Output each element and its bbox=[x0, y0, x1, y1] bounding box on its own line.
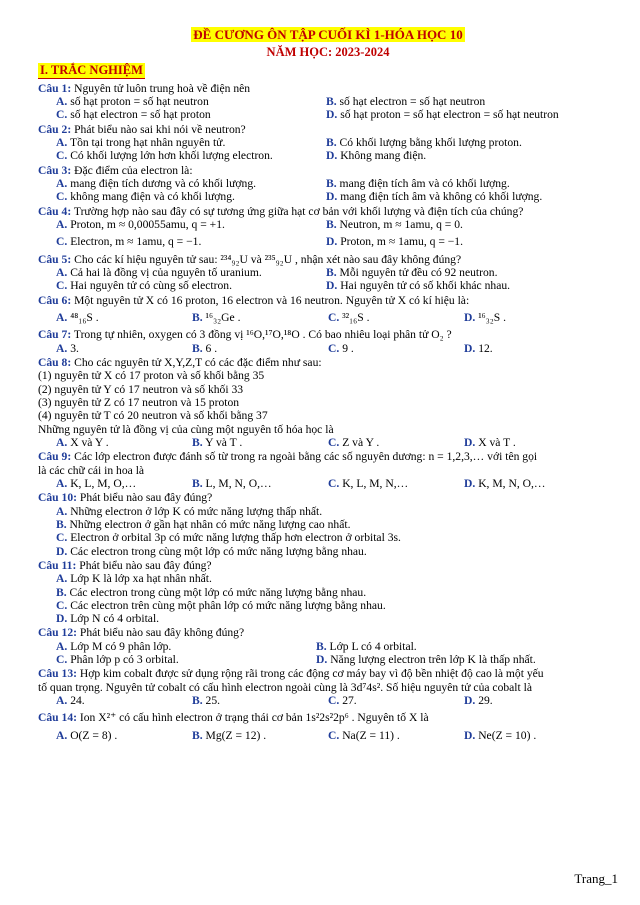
option-d: D. X và T . bbox=[464, 435, 516, 449]
question-2: Câu 2: Phát biểu nào sai khi nói về neutron? A. Tồn tại trong hạt nhân nguyên tử. B. Có khối lượng bằng khối lượng proton. C. Có khối lượng lớn hơn khối lượng electron. D. Không mang điện. bbox=[38, 122, 522, 163]
option-a: A. 3. bbox=[56, 341, 79, 355]
option-d: D. Không mang điện. bbox=[326, 149, 427, 163]
option-d: D. Các electron trong cùng một lớp có mức năng lượng bằng nhau. bbox=[56, 544, 367, 558]
option-b: B. số hạt electron = số hạt neutron bbox=[326, 95, 486, 109]
option-b: B. ¹⁶₃₂Ge . bbox=[192, 310, 241, 324]
question-13: Câu 13: Hợp kim cobalt được sử dụng rộng rãi trong các động cơ máy bay vì độ bền nhiệt độ cao là một yếu tố quan trọng. Nguyên tử cobalt có cấu hình electron ngoài cùng là 3d⁷4s². Số hiệu nguyên tử của cobalt là A. 24. B. 25. C. 27. D. 29. bbox=[38, 667, 544, 708]
option-d: D. ¹⁶₃₂S . bbox=[464, 310, 507, 324]
option-c: C. 9 . bbox=[328, 341, 354, 355]
option-a: A. Proton, m ≈ 0,00055amu, q = +1. bbox=[56, 217, 225, 231]
option-b: B. Y và T . bbox=[192, 435, 243, 449]
question-7: Câu 7: Trong tự nhiên, oxygen có 3 đồng vị ¹⁶O,¹⁷O,¹⁸O . Có bao nhiêu loại phân tử O₂ ? A. 3. B. 6 . C. 9 . D. 12. bbox=[38, 328, 493, 355]
option-b: B. mang điện tích âm và có khối lượng. bbox=[326, 176, 510, 190]
option-b: B. Có khối lượng bằng khối lượng proton. bbox=[326, 136, 522, 149]
option-b: B. Neutron, m ≈ 1amu, q = 0. bbox=[326, 217, 463, 231]
option-c: C. Z và Y . bbox=[328, 435, 380, 449]
option-a: A. Lớp K là lớp xa hạt nhân nhất. bbox=[56, 572, 212, 586]
question-5: Câu 5: Cho các kí hiệu nguyên tử sau: ²³⁴₉₂U và ²³⁵₉₂U , nhận xét nào sau đây không đúng? A. Cả hai là đồng vị của nguyên tố uranium. B. Mỗi nguyên tử đều có 92 neutron. C. Hai nguyên tử có cùng số electron. D. Hai nguyên tử có số khối khác nhau. bbox=[38, 252, 511, 293]
option-c: C. số hạt electron = số hạt proton bbox=[56, 108, 211, 122]
option-d: D. Proton, m ≈ 1amu, q = −1. bbox=[326, 235, 464, 249]
school-year: NĂM HỌC: 2023-2024 bbox=[266, 44, 390, 59]
question-12: Câu 12: Phát biểu nào sau đây không đúng? A. Lớp M có 9 phân lớp. B. Lớp L có 4 orbital. C. Phân lớp p có 3 orbital. D. Năng lượng electron trên lớp K là thấp nhất. bbox=[38, 626, 536, 667]
option-d: D. Lớp N có 4 orbital. bbox=[56, 612, 160, 626]
option-a: A. số hạt proton = số hạt neutron bbox=[56, 95, 209, 109]
option-d: D. Năng lượng electron trên lớp K là thấp nhất. bbox=[316, 653, 536, 667]
option-a: A. X và Y . bbox=[56, 435, 109, 449]
option-c: C. Phân lớp p có 3 orbital. bbox=[56, 653, 179, 667]
option-b: B. L, M, N, O,… bbox=[192, 476, 272, 490]
option-b: B. Những electron ở gần hạt nhân có mức năng lượng cao nhất. bbox=[56, 517, 351, 531]
question-9: Câu 9: Các lớp electron được đánh số từ trong ra ngoài bằng các số nguyên dương: n = 1,2,3,… với tên gọi là các chữ cái in hoa là A. K, L, M, O,… B. L, M, N, O,… C. K, L, M, N,… D. K, M, N, O,… bbox=[38, 450, 546, 490]
option-c: C. Có khối lượng lớn hơn khối lượng electron. bbox=[56, 149, 273, 163]
question-4: Câu 4: Trường hợp nào sau đây có sự tương ứng giữa hạt cơ bản với khối lượng và điện tích của chúng? A. Proton, m ≈ 0,00055amu, q = +1. B. Neutron, m ≈ 1amu, q = 0. C. Electron, m ≈ 1amu, q = −1. D. Proton, m ≈ 1amu, q = −1. bbox=[38, 204, 524, 249]
question-14: Câu 14: Ion X²⁺ có cấu hình electron ở trạng thái cơ bản 1s²2s²2p⁶ . Nguyên tố X là A. O(Z = 8) . B. Mg(Z = 12) . C. Na(Z = 11) . D. Ne(Z = 10) . bbox=[38, 711, 537, 742]
section-heading: I. TRẮC NGHIỆM bbox=[40, 63, 143, 78]
question-3: Câu 3: Đặc điểm của electron là: A. mang điện tích dương và có khối lượng. B. mang điện tích âm và có khối lượng. C. không mang điện và có khối lượng. D. mang điện tích âm và không có khối lượng. bbox=[38, 163, 543, 204]
option-b: B. Mỗi nguyên tử đều có 92 neutron. bbox=[326, 265, 498, 279]
option-d: D. 12. bbox=[464, 341, 493, 355]
document-page bbox=[38, 28, 618, 742]
option-d: D. Hai nguyên tử có số khối khác nhau. bbox=[326, 279, 511, 293]
option-d: D. 29. bbox=[464, 694, 493, 708]
option-c: C. không mang điện và có khối lượng. bbox=[56, 190, 235, 204]
option-a: A. K, L, M, O,… bbox=[56, 476, 137, 490]
option-c: C. Các electron trên cùng một phân lớp có mức năng lượng bằng nhau. bbox=[56, 598, 386, 612]
question-10: Câu 10: Phát biểu nào sau đây đúng? A. Những electron ở lớp K có mức năng lượng thấp nhất. B. Những electron ở gần hạt nhân có mức năng lượng cao nhất. C. Electron ở orbital 3p có mức năng lượng thấp hơn electron ở orbital 3s. D. Các electron trong cùng một lớp có mức năng lượng bằng nhau. bbox=[38, 491, 618, 558]
option-a: A. Những electron ở lớp K có mức năng lượng thấp nhất. bbox=[56, 504, 323, 518]
option-b: B. 6 . bbox=[192, 341, 218, 355]
option-b: B. Lớp L có 4 orbital. bbox=[316, 639, 417, 653]
option-c: C. Electron ở orbital 3p có mức năng lượng thấp hơn electron ở orbital 3s. bbox=[56, 531, 401, 545]
option-b: B. 25. bbox=[192, 694, 221, 708]
option-d: D. K, M, N, O,… bbox=[464, 476, 546, 490]
page-number: Trang_1 bbox=[574, 871, 618, 887]
option-a: A. ⁴⁸₁₆S . bbox=[56, 310, 99, 324]
option-d: D. mang điện tích âm và không có khối lượng. bbox=[326, 190, 543, 204]
option-c: C. ³²₁₆S . bbox=[328, 310, 370, 324]
question-8: Câu 8: Cho các nguyên tử X,Y,Z,T có các đặc điểm như sau: (1) nguyên tử X có 17 proton và số khối bằng 35 (2) nguyên tử Y có 17 neutron và số khối 33 (3) nguyên tử Z có 17 neutron và 15 proton (4) nguyên tử T có 20 neutron và số khối bằng 37 Những nguyên tử là đồng vị của cùng một nguyên tố hóa học là A. X và Y . B. Y và T . C. Z và Y . D. X và T . bbox=[38, 355, 516, 449]
option-c: C. Electron, m ≈ 1amu, q = −1. bbox=[56, 235, 202, 249]
option-c: C. Na(Z = 11) . bbox=[328, 728, 400, 742]
option-a: A. Lớp M có 9 phân lớp. bbox=[56, 639, 172, 653]
question-1: Câu 1: Nguyên tử luôn trung hoà về điện nên A. số hạt proton = số hạt neutron B. số hạt electron = số hạt neutron C. số hạt electron = số hạt proton D. số hạt proton = số hạt electron = số hạt neutron bbox=[38, 81, 559, 122]
option-c: C. K, L, M, N,… bbox=[328, 476, 409, 490]
option-c: C. 27. bbox=[328, 694, 357, 708]
question-11: Câu 11: Phát biểu nào sau đây đúng? A. Lớp K là lớp xa hạt nhân nhất. B. Các electron trong cùng một lớp có mức năng lượng bằng nhau. C. Các electron trên cùng một phân lớp có mức năng lượng bằng nhau. D. Lớp N có 4 orbital. bbox=[38, 559, 618, 626]
option-a: A. Cả hai là đồng vị của nguyên tố uranium. bbox=[56, 265, 262, 279]
option-a: A. 24. bbox=[56, 694, 85, 708]
option-d: D. Ne(Z = 10) . bbox=[464, 728, 537, 742]
option-d: D. số hạt proton = số hạt electron = số hạt neutron bbox=[326, 108, 559, 122]
option-a: A. O(Z = 8) . bbox=[56, 728, 118, 742]
option-b: B. Các electron trong cùng một lớp có mức năng lượng bằng nhau. bbox=[56, 585, 367, 599]
option-a: A. mang điện tích dương và có khối lượng. bbox=[56, 176, 257, 190]
option-a: A. Tồn tại trong hạt nhân nguyên tử. bbox=[56, 136, 226, 149]
document-title: ĐỀ CƯƠNG ÔN TẬP CUỐI KÌ 1-HÓA HỌC 10 bbox=[193, 27, 463, 42]
option-c: C. Hai nguyên tử có cùng số electron. bbox=[56, 279, 232, 293]
option-b: B. Mg(Z = 12) . bbox=[192, 728, 267, 742]
question-6: Câu 6: Một nguyên tử X có 16 proton, 16 electron và 16 neutron. Nguyên tử X có kí hiệu là: A. ⁴⁸₁₆S . B. ¹⁶₃₂Ge . C. ³²₁₆S . D. ¹⁶₃₂S . bbox=[38, 293, 507, 324]
